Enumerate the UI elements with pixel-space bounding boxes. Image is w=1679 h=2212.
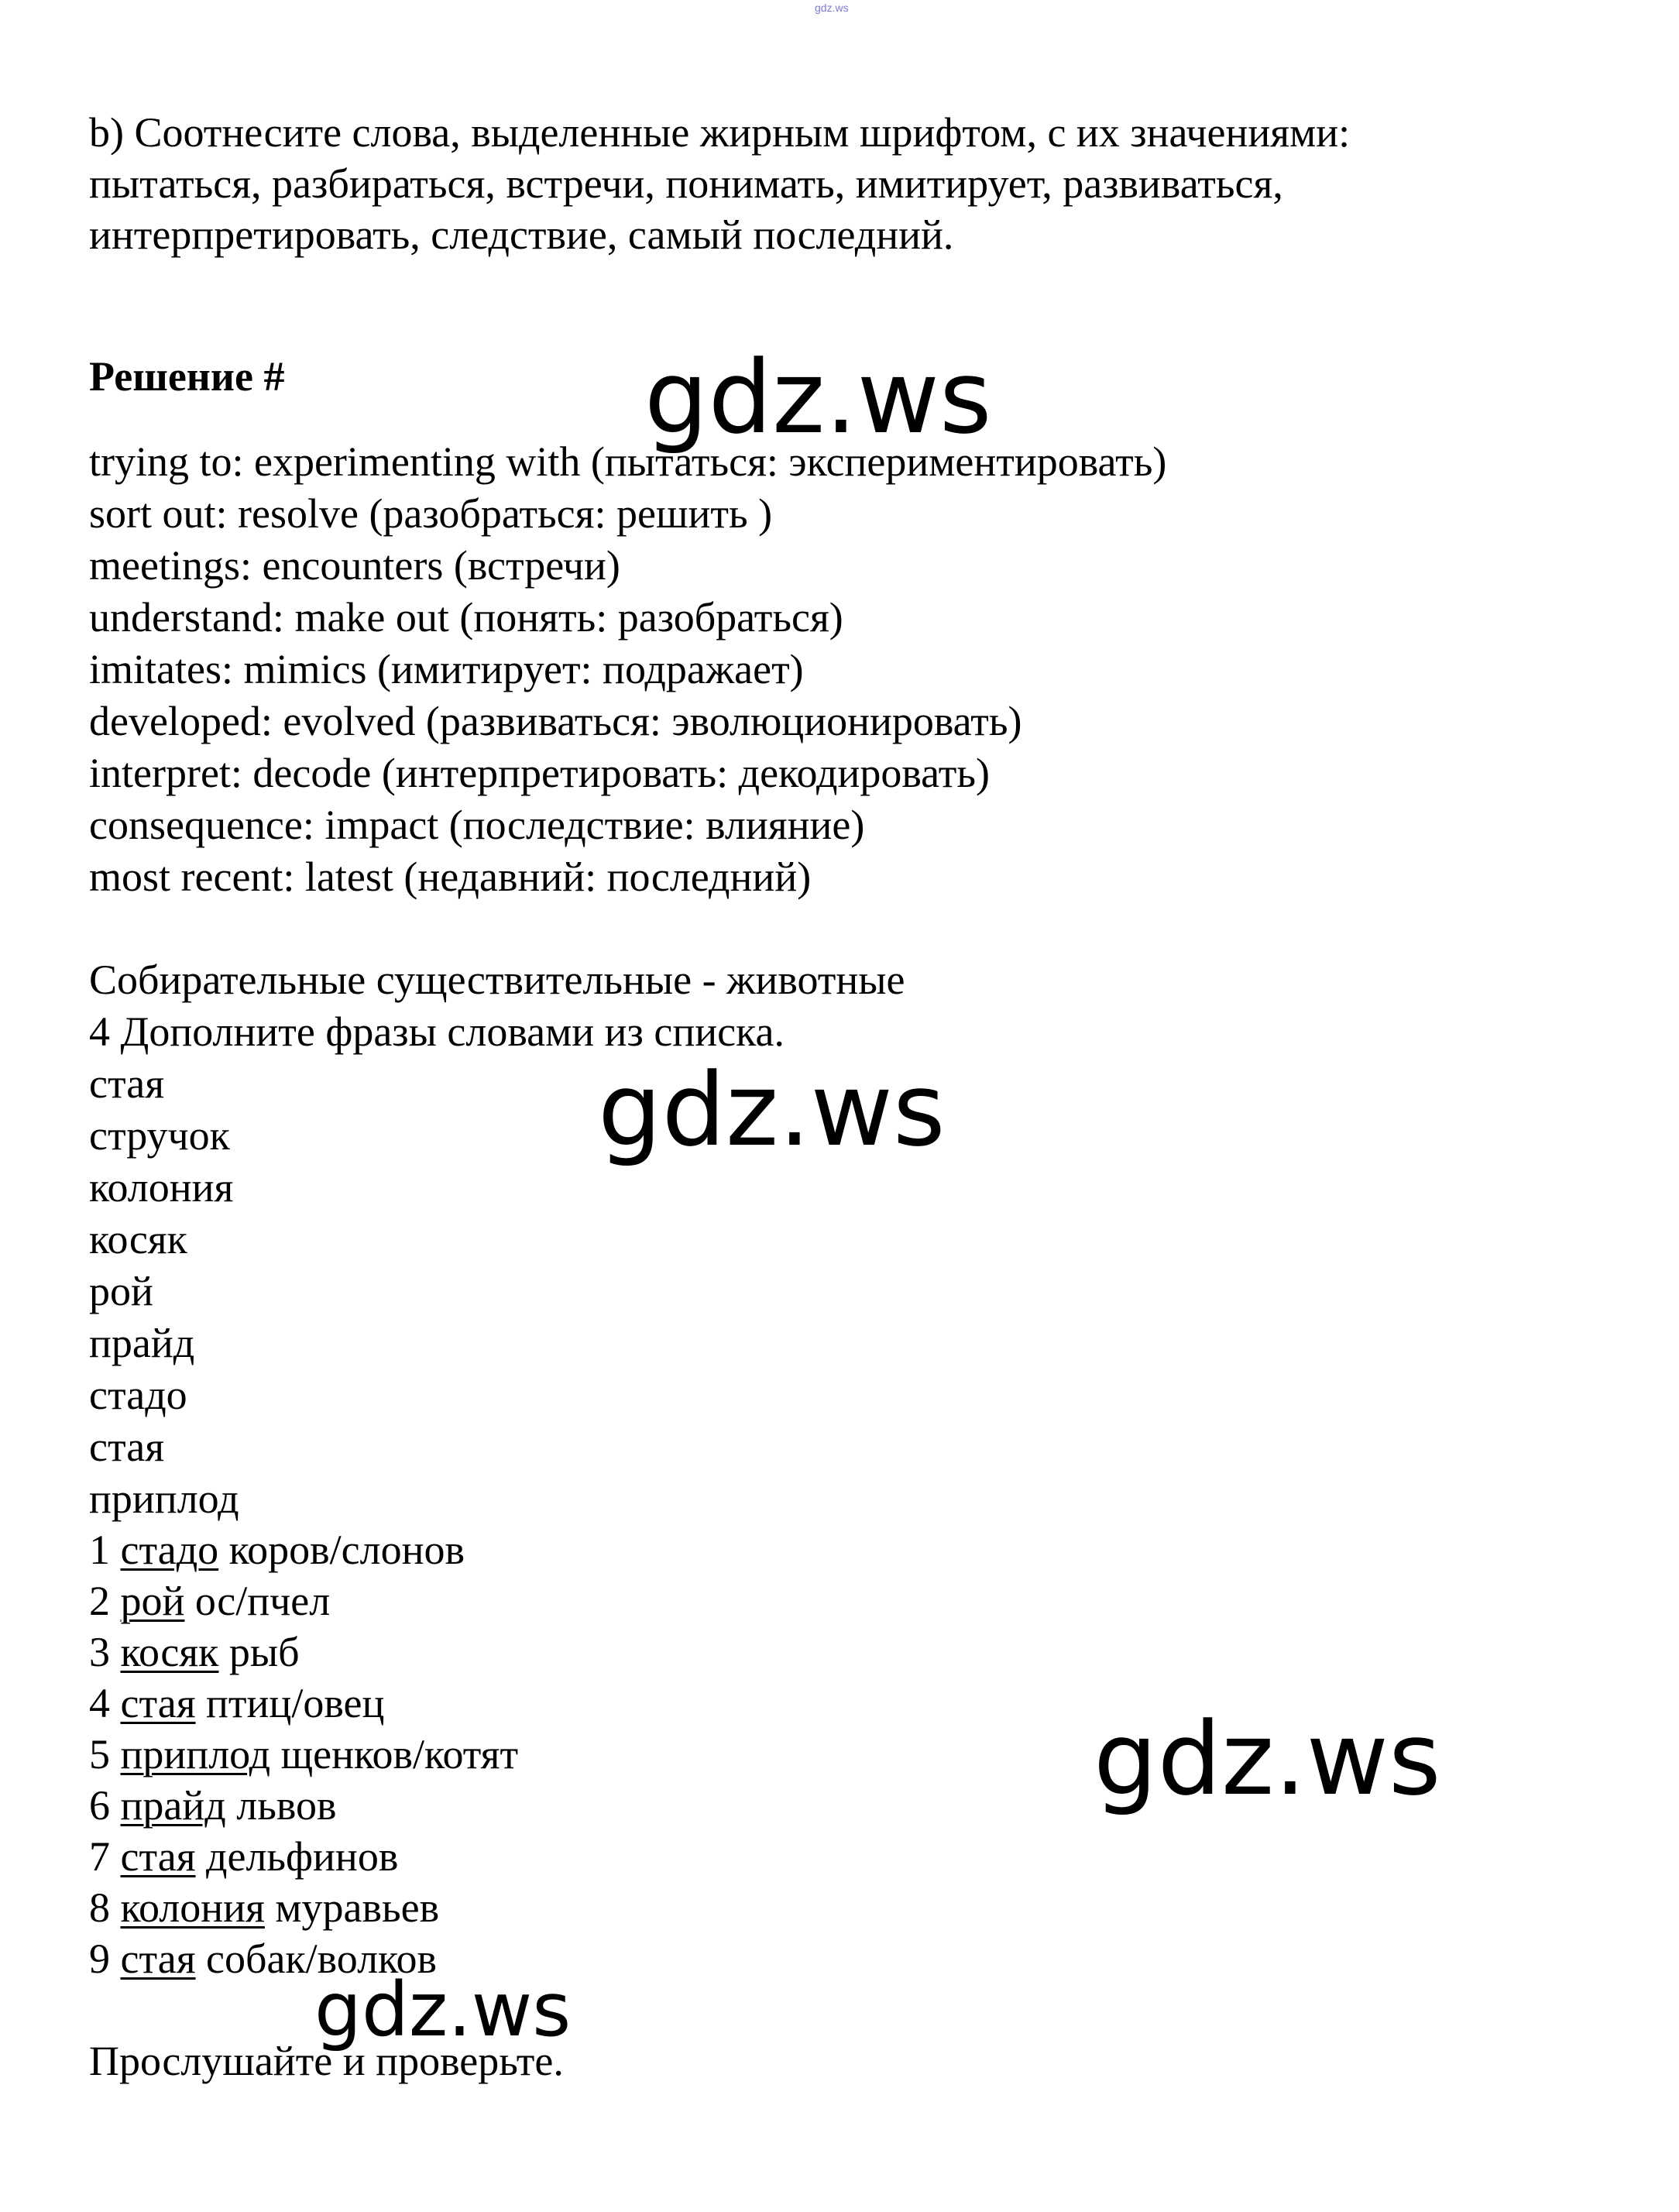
task-line-3: интерпретировать, следствие, самый последний. bbox=[89, 211, 954, 258]
word-list-item: стручок bbox=[89, 1112, 230, 1159]
pair-line: imitates: mimics (имитирует: подражает) bbox=[89, 646, 804, 692]
answer-number: 1 bbox=[89, 1527, 110, 1573]
word-list-item: колония bbox=[89, 1164, 234, 1211]
watermark: gdz.ws bbox=[598, 1051, 946, 1169]
answer-word: приплод bbox=[120, 1731, 271, 1778]
word-list-item: стая bbox=[89, 1424, 165, 1470]
word-list-item: косяк bbox=[89, 1216, 187, 1262]
watermark: gdz.ws bbox=[1094, 1700, 1441, 1818]
word-list-item: приплод bbox=[89, 1475, 239, 1522]
answer-number: 5 bbox=[89, 1731, 110, 1778]
answer-line bbox=[89, 1678, 384, 1729]
top-watermark: gdz.ws bbox=[815, 2, 849, 14]
answer-word: стая bbox=[120, 1936, 196, 1982]
answer-rest: муравьев bbox=[264, 1884, 440, 1931]
answer-line bbox=[89, 1780, 336, 1831]
answer-rest: собак/волков bbox=[195, 1936, 438, 1982]
answer-number: 6 bbox=[89, 1782, 110, 1829]
answer-rest: дельфинов bbox=[195, 1833, 399, 1880]
answer-number: 3 bbox=[89, 1629, 110, 1675]
word-list-item: рой bbox=[89, 1268, 153, 1314]
watermark: gdz.ws bbox=[314, 1966, 572, 2053]
answer-word: стая bbox=[120, 1833, 196, 1880]
collective-heading: Собирательные существительные - животные bbox=[89, 957, 905, 1003]
answer-rest: рыб bbox=[218, 1629, 300, 1675]
answer-number: 7 bbox=[89, 1833, 110, 1880]
word-list-item: стая bbox=[89, 1060, 165, 1107]
answer-line bbox=[89, 1882, 439, 1933]
pair-line: consequence: impact (последствие: влияние) bbox=[89, 802, 865, 848]
pair-line: sort out: resolve (разобраться: решить ) bbox=[89, 490, 773, 537]
answer-number: 2 bbox=[89, 1578, 110, 1624]
answer-word: колония bbox=[120, 1884, 265, 1931]
answer-rest: птиц/овец bbox=[195, 1680, 385, 1726]
answer-word: рой bbox=[120, 1578, 185, 1624]
answer-number: 9 bbox=[89, 1936, 110, 1982]
answer-number: 4 bbox=[89, 1680, 110, 1726]
pair-line: interpret: decode (интерпретировать: декодировать) bbox=[89, 750, 990, 796]
answer-line bbox=[89, 1575, 330, 1626]
word-list-item: прайд bbox=[89, 1320, 195, 1366]
answer-word: стадо bbox=[120, 1527, 219, 1573]
pair-line: meetings: encounters (встречи) bbox=[89, 542, 620, 589]
answer-rest: ос/пчел bbox=[184, 1578, 331, 1624]
answer-line bbox=[89, 1831, 398, 1882]
watermark: gdz.ws bbox=[644, 338, 992, 456]
pair-line: understand: make out (понять: разобраться) bbox=[89, 594, 843, 641]
listen-footer: Прослушайте и проверьте. bbox=[89, 2038, 564, 2084]
answer-rest: щенков/котят bbox=[270, 1731, 519, 1778]
pair-line: most recent: latest (недавний: последний) bbox=[89, 854, 812, 900]
answer-line bbox=[89, 1524, 465, 1575]
solution-title: Решение # bbox=[89, 353, 285, 400]
task-line-2: пытаться, разбираться, встречи, понимать, имитирует, развиваться, bbox=[89, 160, 1283, 207]
task-line-1: b) Соотнесите слова, выделенные жирным шрифтом, с их значениями: bbox=[89, 109, 1351, 156]
answer-word: стая bbox=[120, 1680, 196, 1726]
answer-rest: коров/слонов bbox=[218, 1527, 465, 1573]
answer-rest: львов bbox=[225, 1782, 337, 1829]
answer-word: косяк bbox=[120, 1629, 219, 1675]
answer-number: 8 bbox=[89, 1884, 110, 1931]
answer-line bbox=[89, 1626, 300, 1678]
answer-line bbox=[89, 1729, 518, 1780]
answer-word: прайд bbox=[120, 1782, 226, 1829]
collective-instruction: 4 Дополните фразы словами из списка. bbox=[89, 1008, 785, 1055]
pair-line: developed: evolved (развиваться: эволюционировать) bbox=[89, 698, 1022, 744]
word-list-item: стадо bbox=[89, 1372, 187, 1418]
pair-line: trying to: experimenting with (пытаться: экспериментировать) bbox=[89, 438, 1167, 485]
